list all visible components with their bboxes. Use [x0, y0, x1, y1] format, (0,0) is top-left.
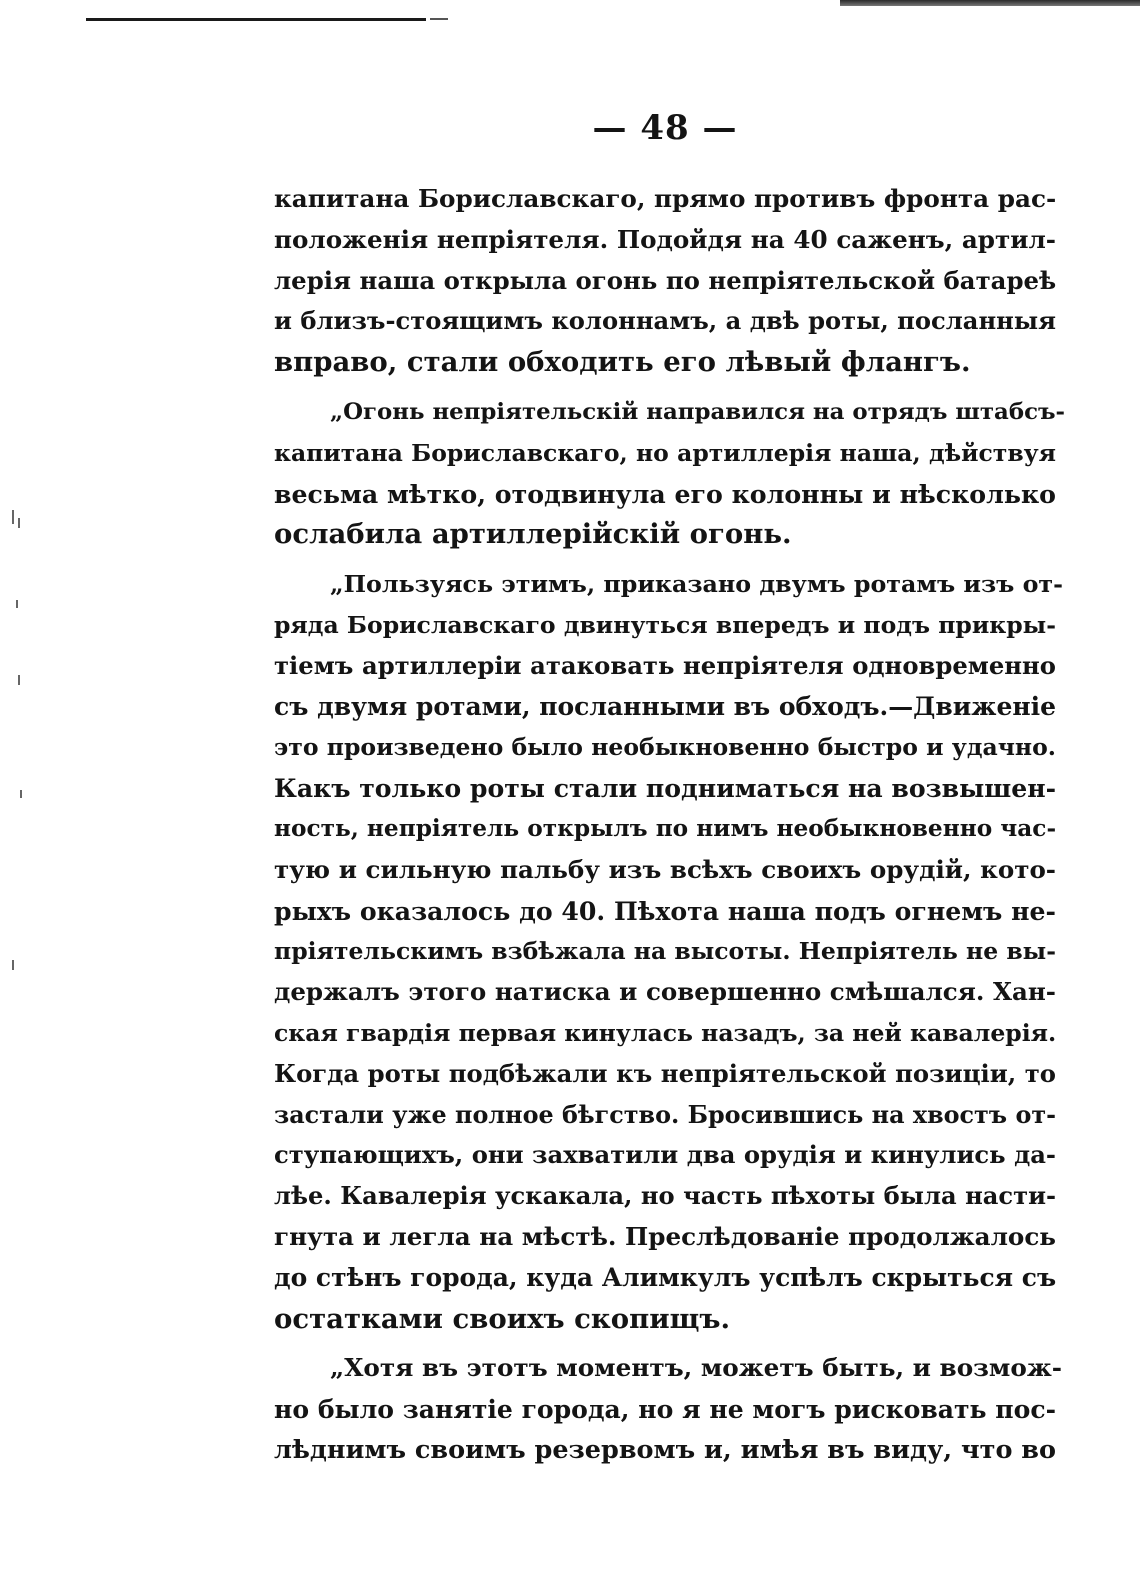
text-line: ская гвардія первая кинулась назадъ, за ней кавалерія.	[274, 1018, 1057, 1047]
text-line: тую и сильную пальбу изъ всѣхъ своихъ орудій, кото-	[274, 854, 1056, 884]
top-rule-left	[86, 18, 426, 21]
paragraph-2	[274, 392, 1065, 555]
text-line: ряда Бориславскаго двинуться впередъ и подъ прикры-	[274, 610, 1056, 639]
text-line: „Пользуясь этимъ, приказано двумъ ротамъ изъ от-	[330, 570, 1063, 599]
text-line: это произведено было необыкновенно быстро и удачно.	[274, 733, 1056, 762]
text-line: положенія непріятеля. Подойдя на 40 саженъ, артил-	[274, 224, 1056, 254]
paragraph-1	[274, 179, 1056, 383]
text-line: лѣднимъ своимъ резервомъ и, имѣя въ виду, что во	[274, 1434, 1056, 1465]
text-line: лѣе. Кавалерія ускакала, но часть пѣхоты была насти-	[274, 1181, 1057, 1211]
body-text	[274, 179, 1065, 1471]
text-line: весьма мѣтко, отодвинула его колонны и нѣсколько	[274, 478, 1056, 509]
text-line: лерія наша открыла огонь по непріятельской батареѣ	[274, 265, 1057, 295]
paragraph-4	[274, 1348, 1063, 1470]
text-line: вправо, стали обходить его лѣвый флангъ.	[274, 346, 971, 379]
text-line: ослабила артиллерійскій огонь.	[274, 518, 792, 551]
text-line: капитана Бориславскаго, но артиллерія наша, дѣйствуя	[274, 438, 1056, 467]
text-line: съ двумя ротами, посланными въ обходъ.—Движеніе	[274, 691, 1056, 721]
paragraph-3	[274, 564, 1063, 1339]
text-line: застали уже полное бѣгство. Бросившись на хвостъ от-	[274, 1100, 1056, 1129]
text-line: пріятельскимъ взбѣжала на высоты. Непріятель не вы-	[274, 937, 1056, 966]
text-line: но было занятіе города, но я не могъ рисковать пос-	[274, 1394, 1056, 1425]
text-line: Какъ только роты стали подниматься на возвышен-	[274, 773, 1056, 804]
text-line: ность, непріятель открылъ по нимъ необыкновенно час-	[274, 814, 1057, 842]
text-line: капитана Бориславскаго, прямо противъ фронта рас-	[274, 184, 1057, 213]
page-number: — 48 —	[592, 108, 738, 148]
margin-specks	[8, 500, 28, 1100]
top-rule-right	[840, 0, 1140, 6]
text-line: рыхъ оказалось до 40. Пѣхота наша подъ огнемъ не-	[274, 895, 1056, 926]
text-line: держалъ этого натиска и совершенно смѣшался. Хан-	[274, 977, 1056, 1007]
text-line: гнута и легла на мѣстѣ. Преслѣдованіе продолжалось	[274, 1221, 1057, 1251]
text-line: Когда роты подбѣжали къ непріятельской позиціи, то	[274, 1058, 1056, 1088]
text-line: остатками своихъ скопищъ.	[274, 1302, 731, 1335]
text-line: „Огонь непріятельскій направился на отрядъ штабсъ-	[330, 398, 1065, 425]
text-line: и близъ-стоящимъ колоннамъ, а двѣ роты, посланныя	[274, 306, 1056, 336]
text-line: тіемъ артиллеріи атаковать непріятеля одновременно	[274, 650, 1056, 680]
text-line: до стѣнъ города, куда Алимкулъ успѣлъ скрыться съ	[274, 1262, 1057, 1292]
top-rule-dash	[430, 18, 448, 20]
text-line: ступающихъ, они захватили два орудія и кинулись да-	[274, 1140, 1056, 1170]
text-line: „Хотя въ этотъ моментъ, можетъ быть, и возмож-	[330, 1353, 1063, 1383]
